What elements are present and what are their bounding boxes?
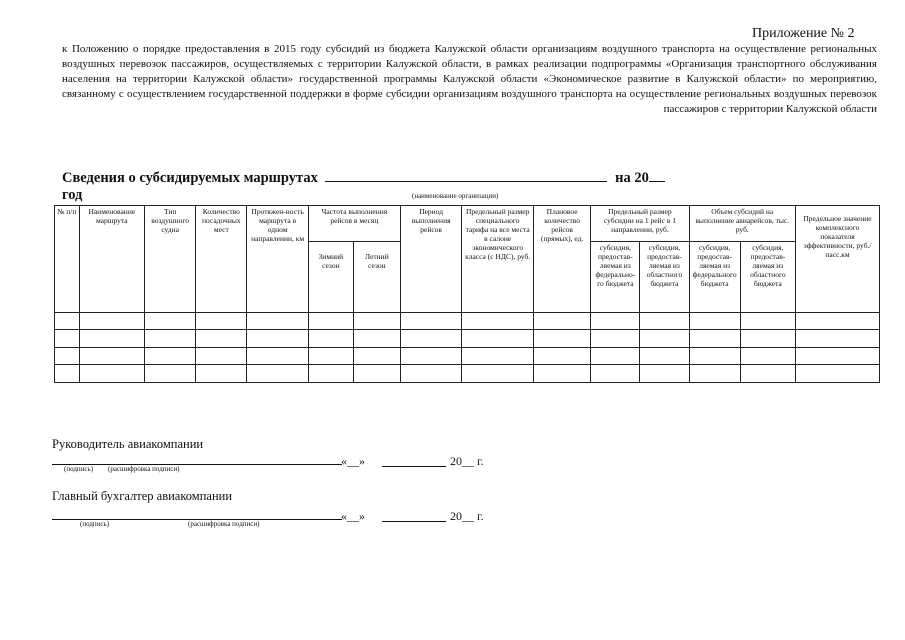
table-cell[interactable] (640, 365, 689, 383)
table-cell[interactable] (308, 312, 353, 330)
table-cell[interactable] (308, 347, 353, 365)
table-cell[interactable] (740, 312, 795, 330)
table-cell[interactable] (640, 330, 689, 348)
year-field[interactable] (649, 168, 665, 182)
col-planned-header: Плановое количество рейсов (прямых), ед. (533, 206, 590, 313)
chief-date-year: 20__ г. (450, 509, 484, 523)
table-cell[interactable] (353, 347, 400, 365)
table-cell[interactable] (462, 365, 534, 383)
table-cell[interactable] (308, 365, 353, 383)
table-cell[interactable] (400, 365, 461, 383)
col-tariff-header: Предельный размер специального тарифа на все места в салоне экономического класса (с НДС), руб. (462, 206, 534, 313)
table-cell[interactable] (796, 347, 880, 365)
col-fed1-header: субсидия, предостав-ляемая из федерально-го бюджета (591, 242, 640, 312)
table-cell[interactable] (689, 330, 740, 348)
table-cell[interactable] (740, 347, 795, 365)
table-cell[interactable] (55, 347, 80, 365)
head-date-month-line[interactable] (382, 466, 446, 467)
table-cell[interactable] (247, 365, 308, 383)
table-cell[interactable] (196, 330, 247, 348)
routes-table (54, 205, 880, 383)
col-reg1-header: субсидия, предостав-ляемая из областного бюджета (640, 242, 689, 312)
col-seats-header: Количество посадочных мест (196, 206, 247, 313)
form-title: Сведения о субсидируемых маршрутах (62, 170, 318, 186)
table-cell[interactable] (462, 330, 534, 348)
table-cell[interactable] (353, 365, 400, 383)
table-cell[interactable] (55, 365, 80, 383)
head-sign-caption: (подпись) (64, 465, 94, 473)
table-cell[interactable] (796, 330, 880, 348)
table-row (55, 330, 880, 348)
table-cell[interactable] (400, 330, 461, 348)
table-cell[interactable] (79, 347, 145, 365)
col-length-header: Протяжен-ность маршрута в одном направлении, км (247, 206, 308, 313)
intro-text: к Положению о порядке предоставления в 2015 году субсидий из бюджета Калужской области организациям воздушного транспорта на осуществление региональных воздушных перевозок пассажиров, осуществляемых с территории Калужской области, в рамках реализации подпрограммы «Организация транспортного обслуживания населения на территории Калужской области» государственной программы Калужской области «Экономическое развитие в Калужской области» по мероприятию, связанному с осуществлением государственной поддержки в форме субсидии организациям воздушного транспорта на осуществление региональных воздушных перевозок пассажиров с территории Калужской области (62, 43, 877, 115)
table-cell[interactable] (689, 347, 740, 365)
table-row (55, 312, 880, 330)
table-cell[interactable] (740, 330, 795, 348)
head-decode-caption: (расшифровка подписи) (108, 465, 180, 473)
year-prefix: на 20 (615, 170, 649, 186)
table-cell[interactable] (55, 330, 80, 348)
form-heading (62, 168, 682, 204)
table-cell[interactable] (689, 312, 740, 330)
table-cell[interactable] (796, 365, 880, 383)
table-row (55, 365, 880, 383)
table-cell[interactable] (247, 330, 308, 348)
col-num-header: № п/п (55, 206, 80, 313)
table-cell[interactable] (145, 347, 196, 365)
col-winter-header: Зимний сезон (308, 242, 353, 312)
chief-date-month-line[interactable] (382, 521, 446, 522)
table-cell[interactable] (247, 347, 308, 365)
col-period-header: Период выполнения рейсов (400, 206, 461, 313)
table-cell[interactable] (79, 365, 145, 383)
col-limit-header: Предельное значение комплексного показателя эффективности, руб./пасс.км (796, 206, 880, 313)
col-aircraft-header: Тип воздушного судна (145, 206, 196, 313)
col-summer-header: Летний сезон (353, 242, 400, 312)
table-cell[interactable] (640, 347, 689, 365)
table-cell[interactable] (247, 312, 308, 330)
table-cell[interactable] (591, 312, 640, 330)
chief-sign-caption: (подпись) (80, 520, 110, 528)
table-cell[interactable] (353, 312, 400, 330)
chief-date-quote: «__» (341, 509, 365, 523)
table-cell[interactable] (591, 365, 640, 383)
col-route-header: Наименование маршрута (79, 206, 145, 313)
table-cell[interactable] (591, 330, 640, 348)
table-cell[interactable] (196, 347, 247, 365)
head-title: Руководитель авиакомпании (52, 437, 204, 451)
table-cell[interactable] (353, 330, 400, 348)
table-cell[interactable] (196, 312, 247, 330)
table-row (55, 347, 880, 365)
table-cell[interactable] (196, 365, 247, 383)
org-caption: (наименование организации) (412, 192, 499, 200)
org-name-field[interactable] (325, 168, 607, 182)
head-signature-line[interactable] (52, 464, 342, 465)
head-date-year: 20__ г. (450, 454, 484, 468)
col-volume-header: Объем субсидий на выполнение авиарейсов, тыс. руб. (689, 206, 795, 242)
table-cell[interactable] (145, 330, 196, 348)
table-cell[interactable] (400, 312, 461, 330)
table-cell[interactable] (533, 347, 590, 365)
table-cell[interactable] (145, 365, 196, 383)
year-suffix: год (62, 187, 83, 203)
table-cell[interactable] (533, 312, 590, 330)
col-fed2-header: субсидия, предостав-ляемая из федерального бюджета (689, 242, 740, 312)
table-cell[interactable] (591, 347, 640, 365)
table-cell[interactable] (462, 347, 534, 365)
table-cell[interactable] (400, 347, 461, 365)
col-freq-header: Частота выполнения рейсов в месяц (308, 206, 400, 242)
table-cell[interactable] (79, 330, 145, 348)
head-date-quote: «__» (341, 454, 365, 468)
table-cell[interactable] (308, 330, 353, 348)
chief-title: Главный бухгалтер авиакомпании (52, 489, 233, 503)
chief-decode-caption: (расшифровка подписи) (188, 520, 260, 528)
table-cell[interactable] (533, 365, 590, 383)
table-cell[interactable] (796, 312, 880, 330)
appendix-label: Приложение № 2 (752, 26, 855, 41)
col-max-sub-header: Предельный размер субсидии на 1 рейс в 1 направлении, руб. (591, 206, 689, 242)
col-reg2-header: субсидия, предостав-ляемая из областного бюджета (740, 242, 795, 312)
table-cell[interactable] (740, 365, 795, 383)
table-cell[interactable] (145, 312, 196, 330)
table-cell[interactable] (462, 312, 534, 330)
table-cell[interactable] (689, 365, 740, 383)
table-cell[interactable] (640, 312, 689, 330)
table-cell[interactable] (55, 312, 80, 330)
table-cell[interactable] (79, 312, 145, 330)
table-cell[interactable] (533, 330, 590, 348)
